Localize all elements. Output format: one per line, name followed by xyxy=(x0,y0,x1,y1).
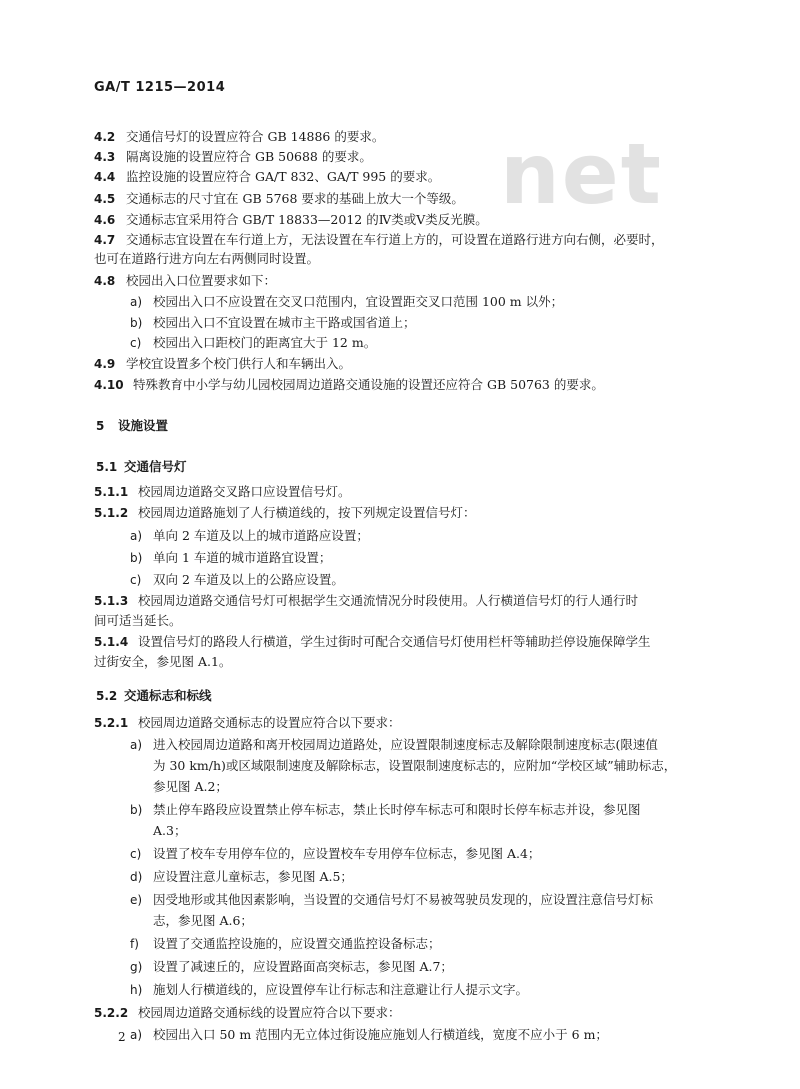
clause-text: 隔离设施的设置应符合 GB 50688 的要求。 xyxy=(126,149,372,164)
clause-text: 单向 1 车道的城市道路宜设置； xyxy=(153,550,332,565)
clause-text: 施划人行横道线的，应设置停车让行标志和注意避让行人提示文字。 xyxy=(153,982,529,997)
clause-number: 4.5 xyxy=(94,192,116,206)
list-marker: c) xyxy=(130,573,142,587)
clause-text: 为 30 km/h)或区域限制速度及解除标志，设置限制速度标志的，应附加“学校区域”辅助标志， xyxy=(153,758,677,773)
clause-number: 4.9 xyxy=(94,357,116,371)
watermark: net xyxy=(500,125,663,223)
list-marker: a) xyxy=(130,529,143,543)
section-heading: 交通标志和标线 xyxy=(124,688,212,703)
list-marker: a) xyxy=(130,1028,143,1042)
clause-number: 5.1.2 xyxy=(94,506,129,520)
clause-text: 单向 2 车道及以上的城市道路应设置； xyxy=(153,528,369,543)
clause-number: 5.1.1 xyxy=(94,485,129,499)
section-heading: 交通信号灯 xyxy=(124,459,187,474)
clause-number: 5.2.1 xyxy=(94,716,129,730)
clause-number: 4.2 xyxy=(94,130,116,144)
list-marker: b) xyxy=(130,803,143,817)
clause-text: 特殊教育中小学与幼儿园校园周边道路交通设施的设置还应符合 GB 50763 的要求。 xyxy=(133,377,604,392)
section-heading: 设施设置 xyxy=(118,418,169,433)
clause-number: 5.1 xyxy=(96,460,118,474)
clause-text: 设置了校车专用停车位的，应设置校车专用停车位标志，参见图 A.4； xyxy=(153,846,541,861)
clause-text: 校园周边道路交通标志的设置应符合以下要求： xyxy=(138,715,401,730)
clause-number: 5.1.3 xyxy=(94,594,129,608)
clause-number: 4.4 xyxy=(94,170,116,184)
clause-text: 校园周边道路交通信号灯可根据学生交通流情况分时段使用。人行横道信号灯的行人通行时 xyxy=(138,593,639,608)
clause-number: 4.6 xyxy=(94,213,116,227)
clause-number: 5.2 xyxy=(96,689,118,703)
clause-number: 4.7 xyxy=(94,233,116,247)
clause-text: 间可适当延长。 xyxy=(94,613,182,628)
clause-number: 4.10 xyxy=(94,378,124,392)
list-marker: h) xyxy=(130,983,143,997)
list-marker: f) xyxy=(130,937,139,951)
clause-number: 5 xyxy=(96,419,105,433)
clause-text: 志，参见图 A.6； xyxy=(153,913,253,928)
clause-text: 校园周边道路交叉路口应设置信号灯。 xyxy=(138,484,351,499)
clause-text: 因受地形或其他因素影响，当设置的交通信号灯不易被驾驶员发现的，应设置注意信号灯标 xyxy=(153,892,654,907)
clause-text: 过街安全，参见图 A.1。 xyxy=(94,654,232,669)
page-number: 2 xyxy=(118,1030,126,1044)
clause-text: 设置信号灯的路段人行横道，学生过街时可配合交通信号灯使用栏杆等辅助拦停设施保障学生 xyxy=(138,634,651,649)
clause-number: 4.8 xyxy=(94,274,116,288)
clause-text: 校园出入口距校门的距离宜大于 12 m。 xyxy=(153,335,377,350)
clause-number: 5.1.4 xyxy=(94,635,129,649)
clause-text: 交通标志的尺寸宜在 GB 5768 要求的基础上放大一个等级。 xyxy=(126,191,464,206)
clause-number: 5.2.2 xyxy=(94,1006,129,1020)
clause-text: 也可在道路行进方向左右两侧同时设置。 xyxy=(94,251,320,266)
clause-text: 交通信号灯的设置应符合 GB 14886 的要求。 xyxy=(126,129,385,144)
clause-text: 校园出入口位置要求如下： xyxy=(126,273,277,288)
clause-text: 应设置注意儿童标志，参见图 A.5； xyxy=(153,869,353,884)
clause-text: 双向 2 车道及以上的公路应设置。 xyxy=(153,572,344,587)
list-marker: b) xyxy=(130,551,143,565)
standard-code-header: GA/T 1215—2014 xyxy=(94,80,226,95)
clause-text: 交通标志宜采用符合 GB/T 18833—2012 的Ⅳ类或Ⅴ类反光膜。 xyxy=(126,212,488,227)
list-marker: g) xyxy=(130,960,143,974)
list-marker: a) xyxy=(130,738,143,752)
clause-text: 禁止停车路段应设置禁止停车标志，禁止长时停车标志可和限时长停车标志并设，参见图 xyxy=(153,802,641,817)
clause-text: 学校宜设置多个校门供行人和车辆出入。 xyxy=(126,356,352,371)
clause-text: 交通标志宜设置在车行道上方，无法设置在车行道上方的，可设置在道路行进方向右侧，必要时， xyxy=(126,232,664,247)
clause-text: 校园周边道路施划了人行横道线的，按下列规定设置信号灯： xyxy=(138,505,476,520)
list-marker: d) xyxy=(130,870,143,884)
clause-text: 参见图 A.2； xyxy=(153,779,228,794)
list-marker: b) xyxy=(130,316,143,330)
list-marker: a) xyxy=(130,295,143,309)
clause-text: 校园周边道路交通标线的设置应符合以下要求： xyxy=(138,1005,401,1020)
clause-number: 4.3 xyxy=(94,150,116,164)
clause-text: 设置了交通监控设施的，应设置交通监控设备标志； xyxy=(153,936,441,951)
list-marker: e) xyxy=(130,893,143,907)
clause-text: 校园出入口不宜设置在城市主干路或国省道上； xyxy=(153,315,416,330)
clause-text: 校园出入口不应设置在交叉口范围内，宜设置距交叉口范围 100 m 以外； xyxy=(153,294,564,309)
clause-text: A.3； xyxy=(153,823,187,838)
clause-text: 监控设施的设置应符合 GA/T 832、GA/T 995 的要求。 xyxy=(126,169,441,184)
list-marker: c) xyxy=(130,336,142,350)
list-marker: c) xyxy=(130,847,142,861)
clause-text: 校园出入口 50 m 范围内无立体过街设施应施划人行横道线，宽度不应小于 6 m； xyxy=(153,1027,608,1042)
clause-text: 设置了减速丘的，应设置路面高突标志，参见图 A.7； xyxy=(153,959,453,974)
clause-text: 进入校园周边道路和离开校园周边道路处，应设置限制速度标志及解除限制速度标志(限速值 xyxy=(153,737,658,752)
